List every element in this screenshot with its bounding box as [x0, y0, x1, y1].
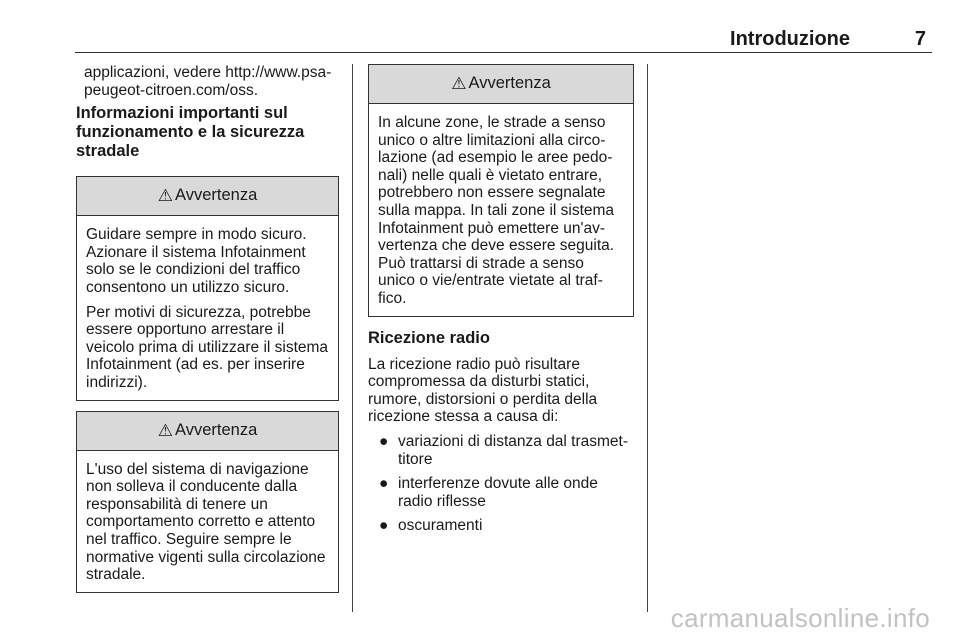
warning-title: Avvertenza [175, 186, 258, 205]
bullet-dot-icon: ● [379, 432, 389, 450]
list-item [368, 475, 634, 510]
warning-title: Avvertenza [175, 420, 258, 439]
column-middle [368, 64, 634, 542]
warning-triangle-icon: ⚠ [451, 74, 467, 94]
warning-header [77, 177, 338, 216]
bullet-dot-icon: ● [379, 517, 389, 535]
warning-body [369, 104, 633, 316]
column-divider-right [647, 64, 648, 612]
list-item-text: oscuramenti [398, 517, 483, 535]
warning-box-navigation-responsibility [76, 411, 339, 593]
warning-header [77, 412, 338, 451]
column-divider-left [352, 64, 353, 612]
warning-header [369, 65, 633, 104]
warning-title: Avvertenza [468, 74, 551, 93]
watermark: carmanualsonline.info [670, 603, 930, 633]
warning-body [77, 216, 338, 399]
warning-paragraph: Per motivi di sicurezza, potrebbe essere opportuno arrestare il veicolo prima di utilizzare il sistema Infotainment (ad es. per inserire indirizzi). [86, 303, 329, 391]
warning-box-one-way-streets [368, 64, 634, 317]
warning-triangle-icon: ⚠ [157, 186, 173, 206]
intro-continuation-text: applicazioni, vedere http://www.psa-peugeot-citroen.com/oss. [84, 64, 332, 99]
safety-subheading: Informazioni importanti sul funzionamento e la sicurezza stradale [76, 104, 305, 161]
radio-reception-heading: Ricezione radio [368, 328, 490, 347]
radio-reception-text: La ricezione radio può risultare compromessa da disturbi statici, rumore, distorsioni o perdita della ricezione stessa a causa di: [368, 355, 598, 426]
warning-triangle-icon: ⚠ [157, 420, 173, 440]
page-header [75, 26, 932, 53]
warning-body [77, 451, 338, 592]
page-number: 7 [914, 28, 926, 50]
header-title: Introduzione [730, 28, 850, 50]
list-item [368, 517, 634, 535]
list-item-text: interferenze dovute alle onde radio riflesse [398, 475, 598, 510]
column-left [76, 64, 339, 603]
list-item [368, 433, 634, 468]
radio-reception-list [368, 433, 634, 535]
warning-paragraph: L'uso del sistema di navigazione non solleva il conducente dalla responsabilità di tenere un comportamento corretto e attento nel traffico. Seguire sempre le normative vigenti sulla circolazione stradale. [86, 460, 326, 584]
list-item-text: variazioni di distanza dal trasmettitore [398, 432, 629, 468]
warning-box-safe-driving [76, 176, 339, 400]
warning-paragraph: In alcune zone, le strade a senso unico o altre limitazioni alla circolazione (ad esempio le aree pedonali) nelle quali è vietato entrare, potrebbero non essere segnalate sulla mappa. In tali zone il sistema Infotainment può emettere un'avvertenza che deve essere seguita. Può trattarsi di strade a senso unico o vie/entrate vietate al traffico. [378, 114, 615, 307]
bullet-dot-icon: ● [379, 475, 389, 493]
warning-paragraph: Guidare sempre in modo sicuro. Azionare il sistema Infotainment solo se le condizioni del traffico consentono un utilizzo sicuro. [86, 226, 307, 296]
